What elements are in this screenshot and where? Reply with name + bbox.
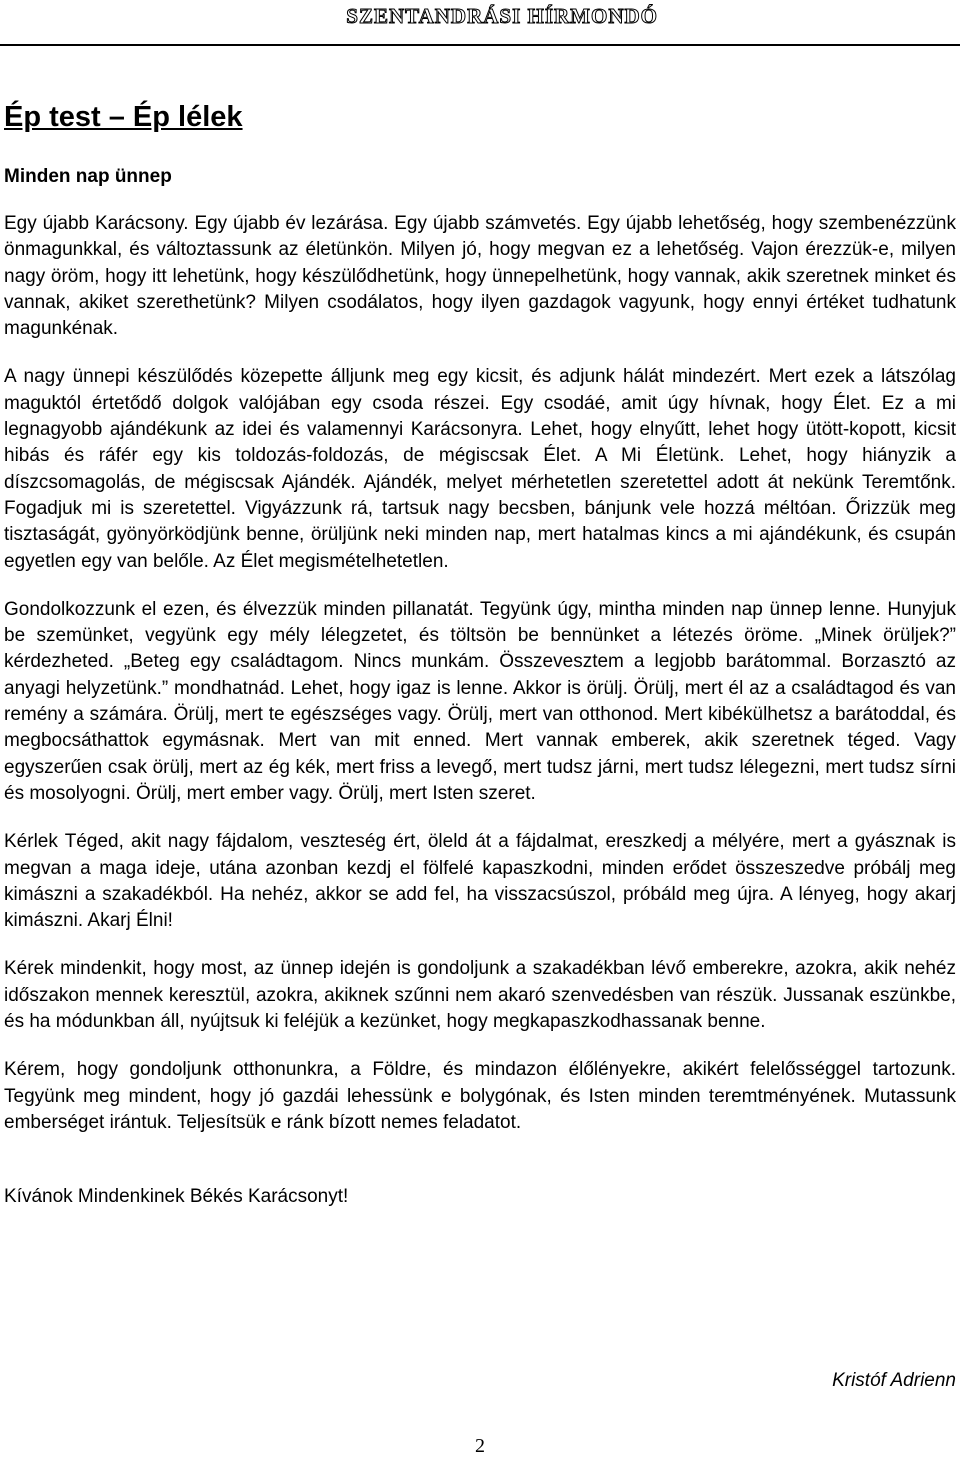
article-paragraph: A nagy ünnepi készülődés közepette álljunk meg egy kicsit, és adjunk hálát mindezért. Mert ezek a látszólag maguktól értetődő dolgok valójában egy csoda részei. Egy csodáé, amit úgy hívnak, hogy Élet. Ez a mi legnagyobb ajándékunk az idei és valamennyi Karácsonyra. Lehet, hogy elnyűtt, lehet hogy ütött-kopott, kicsit hibás és ráfér egy kis toldozás-foldozás, de mégiscsak Élet. A Mi Életünk. Lehet, hogy hiányzik a díszcsomagolás, de mégiscsak Ajándék. Ajándék, melyet mérhetetlen szeretettel adott át nekünk Teremtőnk. Fogadjuk mi is szeretettel. Vigyázzunk rá, tartsuk nagy becsben, bánjunk vele hozzá méltóan. Őrizzük meg tisztaságát, gyönyörködjünk benne, örüljünk neki minden nap, mert hatalmas kincs a mi ajándékunk, és csupán egyetlen egy van belőle. Az Élet megismételhetetlen. [4, 366, 956, 572]
author-signature: Kristóf Adrienn [832, 1370, 956, 1391]
page-header [0, 4, 960, 46]
page-number: 2 [475, 1435, 485, 1457]
article-paragraph: Kérlek Téged, akit nagy fájdalom, veszteség ért, öleld át a fájdalmat, ereszkedj a mélyére, mert a gyásznak is megvan a maga ideje, utána azonban kezdj el fölfelé kapaszkodni, minden erődet összeszedve próbálj meg kimászni a szakadékból. Ha nehéz, akkor se add fel, ha visszacsúszol, próbáld meg újra. A lényeg, hogy akarj kimászni. Akarj Élni! [4, 831, 956, 932]
newspaper-masthead-title: SZENTANDRÁSI HÍRMONDÓ [346, 4, 658, 28]
article-body [4, 96, 956, 1211]
holiday-wishes: Kívánok Mindenkinek Békés Karácsonyt! [4, 1186, 349, 1208]
article-paragraph: Kérem, hogy gondoljunk otthonunkra, a Földre, és mindazon élőlényekre, akikért felelősséggel tartozunk. Tegyünk meg mindent, hogy jó gazdái lehessünk e bolygónak, és Isten minden teremtményének. Mutassunk emberséget irántuk. Teljesítsük e ránk bízott nemes feladatot. [4, 1059, 956, 1133]
article-paragraph: Kérek mindenkit, hogy most, az ünnep idején is gondoljunk a szakadékban lévő emberekre, azokra, akik nehéz időszakon mennek keresztül, azokra, akiknek szűnni nem akaró szenvedésben van részük. Jussanak eszünkbe, és ha módunkban áll, nyújtsuk ki feléjük a kezünket, hogy megkapaszkodhassanak benne. [4, 958, 956, 1033]
article-paragraph: Gondolkozzunk el ezen, és élvezzük minden pillanatát. Tegyünk úgy, mintha minden nap ünnep lenne. Hunyjuk be szemünket, vegyünk egy mély lélegzetet, és töltsön be bennünket a létezés öröme. „Minek örüljek?” kérdezheted. „Beteg egy családtagom. Nincs munkám. Összevesztem a legjobb barátommal. Borzasztó az anyagi helyzetünk.” mondhatnád. Lehet, hogy igaz is lenne. Akkor is örülj. Örülj, mert él az a családtagod és van remény a számára. Örülj, mert te egészséges vagy. Örülj, mert van otthonod. Mert kibékülhetsz a barátoddal, és megbocsáthattok egymásnak. Mert van mit enned. Mert vannak emberek, akik szeretnek téged. Vagy egyszerűen csak örülj, mert az ég kék, mert friss a levegő, mert tudsz járni, mert tudsz lélegezni, mert tudsz sírni és mosolyogni. Örülj, mert ember vagy. Örülj, mert Isten szeret. [4, 598, 956, 804]
article-title: Ép test – Ép lélek [4, 101, 243, 133]
article-subtitle: Minden nap ünnep [4, 166, 172, 187]
article-paragraph: Egy újabb Karácsony. Egy újabb év lezárása. Egy újabb számvetés. Egy újabb lehetőség, hogy szembenézzünk önmagunkkal, és változtassunk az életünkön. Milyen jó, hogy megvan ez a lehetőség. Vajon érezzük-e, milyen nagy öröm, hogy itt lehetünk, hogy készülődhetünk, hogy ünnepelhetünk, hogy vannak, akik szeretnek minket és vannak, akiket szerethetünk? Milyen csodálatos, hogy ilyen gazdagok vagyunk, hogy ennyi értéket tudhatunk magunkénak. [4, 213, 956, 340]
